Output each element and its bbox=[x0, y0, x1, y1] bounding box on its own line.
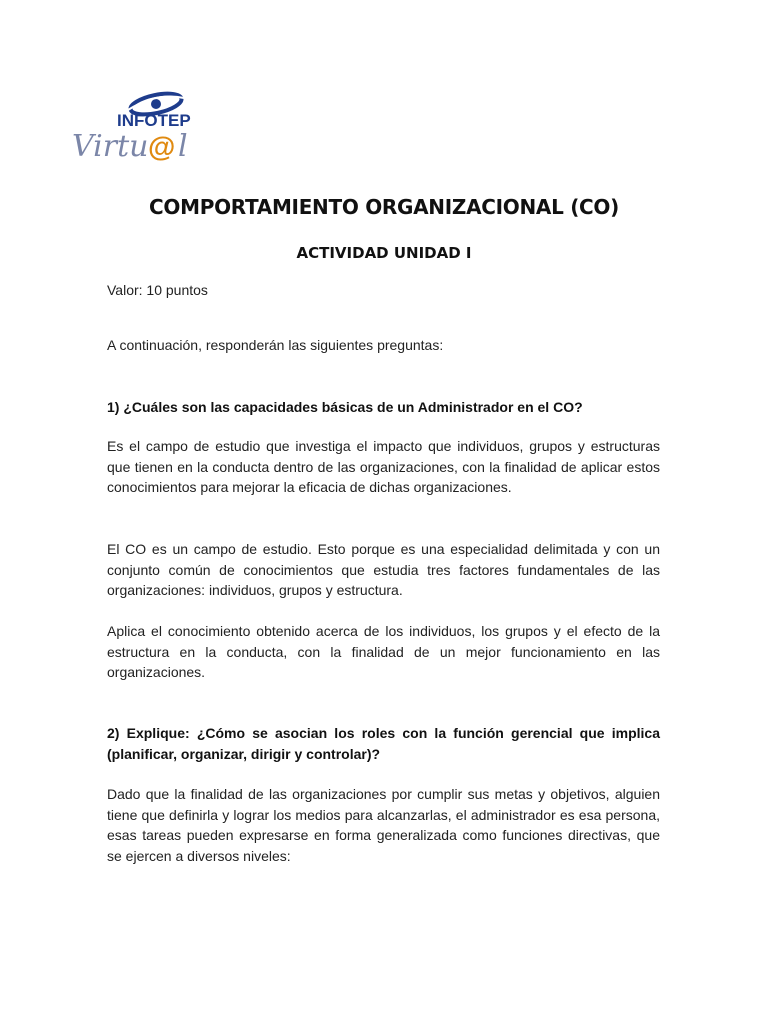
question-2: 2) Explique: ¿Cómo se asocian los roles con la función gerencial que implica (planificar, organizar, dirigir y controlar)? bbox=[107, 725, 660, 762]
infotep-virtual-logo bbox=[70, 88, 196, 162]
document-subtitle: ACTIVIDAD UNIDAD I bbox=[296, 244, 472, 262]
answer-2-paragraph-1: Dado que la finalidad de las organizaciones por cumplir sus metas y objetivos, alguien tiene que definirla y lograr los medios para alcanzarlas, el administrador es esa persona, esas tareas pueden expresarse en forma generalizada como funciones directivas, que se ejercen a diversos niveles: bbox=[107, 786, 660, 864]
document-title: COMPORTAMIENTO ORGANIZACIONAL (CO) bbox=[149, 195, 619, 219]
logo-at-sign: @ bbox=[148, 131, 176, 162]
answer-1-paragraph-3: Aplica el conocimiento obtenido acerca de los individuos, los grupos y el efecto de la estructura en la conducta, con la finalidad de un mejor funcionamiento en las organizaciones. bbox=[107, 623, 660, 680]
logo-brand-text: INFOTEP bbox=[117, 111, 191, 130]
intro-text: A continuación, responderán las siguientes preguntas: bbox=[107, 337, 444, 353]
question-1: 1) ¿Cuáles son las capacidades básicas de un Administrador en el CO? bbox=[107, 399, 583, 415]
logo-script-left: Virtu bbox=[72, 129, 149, 162]
value-line: Valor: 10 puntos bbox=[107, 282, 208, 298]
answer-1-paragraph-2: El CO es un campo de estudio. Esto porque es una especialidad delimitada y con un conjunto común de conocimientos que estudia tres factores fundamentales de las organizaciones: individuos, grupos y estructura. bbox=[107, 541, 660, 598]
answer-1-paragraph-1: Es el campo de estudio que investiga el impacto que individuos, grupos y estructuras que tienen en la conducta dentro de las organizaciones, con la finalidad de aplicar estos conocimientos para mejorar la eficacia de dichas organizaciones. bbox=[107, 438, 660, 495]
infotep-logo-graphic bbox=[70, 88, 196, 162]
logo-script-right: l bbox=[178, 129, 188, 162]
